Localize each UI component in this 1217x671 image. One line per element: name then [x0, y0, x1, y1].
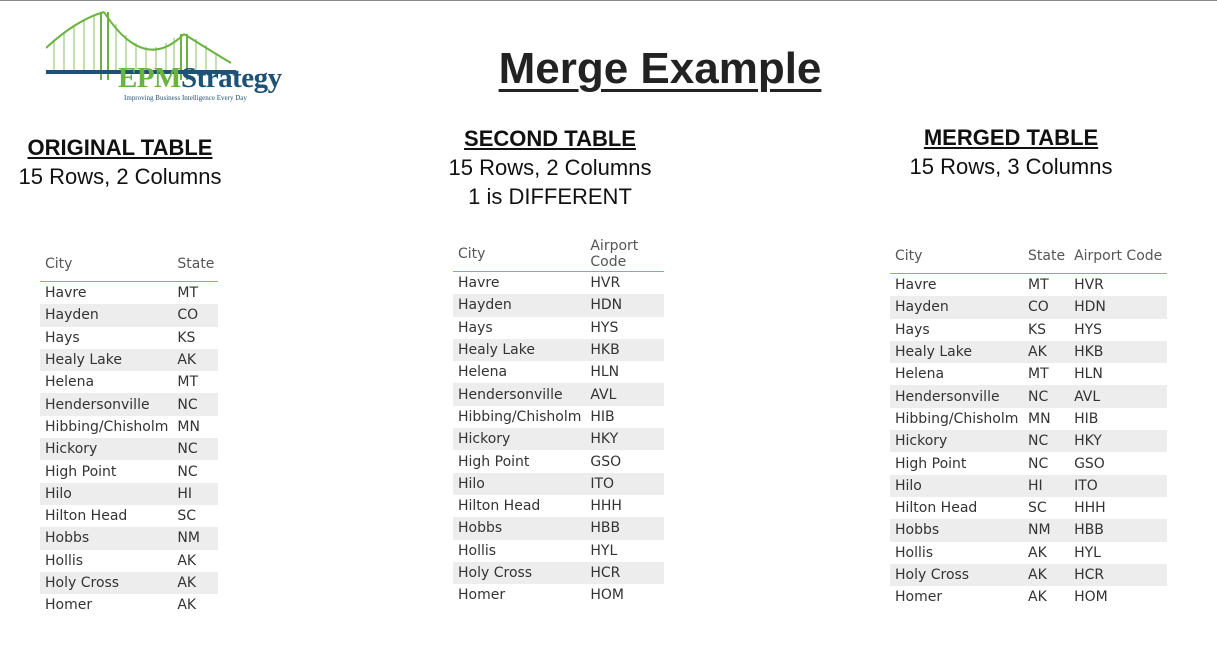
- cell-airport-code: HDN: [585, 294, 664, 316]
- table-row[interactable]: [40, 327, 218, 349]
- cell-airport-code: HHH: [590, 498, 622, 515]
- cell-city: Holy Cross: [890, 564, 1023, 586]
- table-row[interactable]: [453, 383, 664, 405]
- table-row[interactable]: [890, 408, 1167, 430]
- cell-city: Hickory: [40, 438, 172, 460]
- table-row[interactable]: [453, 272, 664, 295]
- cell-airport-code: HVR: [590, 275, 621, 292]
- cell-airport-code: HLN: [1074, 366, 1103, 383]
- table-row[interactable]: [890, 296, 1167, 318]
- logo-tagline: Improving Business Intelligence Every Day: [124, 94, 247, 102]
- cell-state: SC: [1028, 500, 1047, 517]
- cell-city: Hobbs: [40, 527, 172, 549]
- merged-subtitle: 15 Rows, 3 Columns: [909, 154, 1113, 179]
- table-row[interactable]: [40, 349, 218, 371]
- table-row[interactable]: [890, 452, 1167, 474]
- logo-wordmark: EPMStrategy: [118, 62, 282, 94]
- table-row[interactable]: [890, 564, 1167, 586]
- cell-state: NC: [1028, 455, 1049, 472]
- cell-state: AK: [1023, 564, 1069, 586]
- cell-city: Hibbing/Chisholm: [458, 408, 582, 425]
- column-header-city[interactable]: City: [40, 246, 172, 282]
- table-row[interactable]: [453, 294, 664, 316]
- table-row[interactable]: [453, 428, 664, 450]
- table-header-row: [453, 236, 664, 272]
- table-row[interactable]: [453, 584, 664, 606]
- cell-city: Havre: [458, 275, 500, 292]
- table-row[interactable]: [453, 473, 664, 495]
- table-row[interactable]: [453, 361, 664, 383]
- cell-state: NM: [172, 527, 218, 549]
- cell-state: MT: [1028, 277, 1049, 294]
- cell-city: Homer: [45, 597, 93, 614]
- cell-city: Healy Lake: [40, 349, 172, 371]
- cell-city: Hayden: [890, 296, 1023, 318]
- cell-airport-code: HKB: [1069, 341, 1167, 363]
- cell-state: MT: [177, 285, 198, 302]
- cell-city: High Point: [45, 463, 117, 480]
- cell-airport-code: HIB: [590, 408, 615, 425]
- cell-airport-code: GSO: [590, 453, 622, 470]
- cell-city: Hays: [45, 329, 80, 346]
- table-row[interactable]: [40, 550, 218, 572]
- cell-airport-code: ITO: [585, 473, 664, 495]
- table-row[interactable]: [890, 430, 1167, 452]
- column-header-airport-code[interactable]: Airport Code: [1069, 238, 1167, 274]
- column-header-state[interactable]: State: [172, 246, 218, 282]
- cell-city: Hendersonville: [453, 383, 585, 405]
- second-table-heading: [430, 124, 670, 211]
- cell-airport-code: HOM: [1074, 589, 1108, 606]
- cell-city: Hobbs: [453, 517, 585, 539]
- second-subtitle-rows: 15 Rows, 2 Columns: [448, 155, 652, 180]
- cell-airport-code: HYS: [1074, 321, 1103, 338]
- table-row[interactable]: [40, 594, 218, 616]
- cell-airport-code: HLN: [590, 364, 620, 381]
- cell-city: Hollis: [45, 552, 84, 569]
- cell-state: AK: [172, 349, 218, 371]
- table-header-row: [40, 246, 218, 282]
- cell-state: KS: [177, 329, 196, 346]
- cell-airport-code: HHH: [1074, 500, 1106, 517]
- cell-state: MN: [1028, 410, 1051, 427]
- cell-city: Hilo: [40, 483, 172, 505]
- table-row[interactable]: [40, 393, 218, 415]
- table-row[interactable]: [40, 505, 218, 527]
- cell-city: Homer: [458, 587, 506, 604]
- merged-table: [890, 238, 1167, 608]
- cell-airport-code: AVL: [1069, 385, 1167, 407]
- cell-state: HI: [1023, 475, 1069, 497]
- cell-airport-code: HDN: [1069, 296, 1167, 318]
- cell-city: High Point: [895, 455, 967, 472]
- cell-airport-code: HKY: [1069, 430, 1167, 452]
- table-row[interactable]: [40, 483, 218, 505]
- table-row[interactable]: [40, 416, 218, 438]
- cell-airport-code: HBB: [1069, 519, 1167, 541]
- cell-city: Hendersonville: [40, 393, 172, 415]
- table-row[interactable]: [890, 542, 1167, 564]
- cell-state: CO: [172, 304, 218, 326]
- original-table: [40, 246, 218, 616]
- merged-heading-label: MERGED TABLE: [923, 125, 1099, 150]
- table-row[interactable]: [453, 562, 664, 584]
- cell-city: Hilton Head: [895, 500, 978, 517]
- table-row[interactable]: [453, 406, 664, 428]
- cell-city: Hilton Head: [45, 508, 128, 525]
- cell-airport-code: HKY: [585, 428, 664, 450]
- cell-city: Hayden: [40, 304, 172, 326]
- table-row[interactable]: [890, 274, 1167, 297]
- cell-state: MT: [1028, 366, 1049, 383]
- column-header-city[interactable]: City: [453, 236, 585, 272]
- cell-city: Helena: [895, 366, 945, 383]
- table-row[interactable]: [890, 341, 1167, 363]
- cell-city: Hobbs: [890, 519, 1023, 541]
- cell-city: Hollis: [458, 542, 497, 559]
- cell-city: Hickory: [890, 430, 1023, 452]
- table-row[interactable]: [40, 304, 218, 326]
- table-row[interactable]: [40, 282, 218, 305]
- cell-city: Healy Lake: [890, 341, 1023, 363]
- cell-airport-code: HKB: [585, 339, 664, 361]
- cell-state: AK: [1028, 544, 1047, 561]
- cell-state: NC: [177, 463, 198, 480]
- second-subtitle-diff: 1 is DIFFERENT: [468, 184, 632, 209]
- second-heading-label: SECOND TABLE: [464, 126, 636, 151]
- cell-airport-code: HYL: [1074, 544, 1101, 561]
- table-row[interactable]: [453, 339, 664, 361]
- cell-state: AK: [1028, 589, 1047, 606]
- cell-airport-code: ITO: [1069, 475, 1167, 497]
- cell-airport-code: HYL: [590, 542, 618, 559]
- table-row[interactable]: [890, 319, 1167, 341]
- table-row[interactable]: [890, 475, 1167, 497]
- cell-state: NC: [172, 438, 218, 460]
- table-row[interactable]: [40, 527, 218, 549]
- table-row[interactable]: [453, 450, 664, 472]
- cell-state: KS: [1028, 321, 1047, 338]
- cell-airport-code: HBB: [585, 517, 664, 539]
- cell-city: High Point: [458, 453, 530, 470]
- cell-airport-code: AVL: [585, 383, 664, 405]
- table-row[interactable]: [890, 385, 1167, 407]
- cell-state: MN: [177, 418, 200, 435]
- top-border: [0, 0, 1217, 1]
- cell-airport-code: HIB: [1074, 410, 1099, 427]
- cell-state: NM: [1023, 519, 1069, 541]
- cell-city: Hibbing/Chisholm: [895, 410, 1019, 427]
- cell-city: Hendersonville: [890, 385, 1023, 407]
- cell-airport-code: HCR: [1069, 564, 1167, 586]
- table-row[interactable]: [40, 460, 218, 482]
- table-row[interactable]: [453, 517, 664, 539]
- cell-city: Holy Cross: [40, 572, 172, 594]
- table-row[interactable]: [890, 586, 1167, 608]
- table-row[interactable]: [890, 363, 1167, 385]
- cell-city: Hilo: [453, 473, 585, 495]
- original-table-heading: [0, 133, 240, 191]
- original-heading-label: ORIGINAL TABLE: [27, 135, 213, 160]
- cell-airport-code: HCR: [585, 562, 664, 584]
- cell-airport-code: HVR: [1074, 277, 1104, 294]
- cell-city: Hays: [458, 319, 493, 336]
- cell-state: CO: [1023, 296, 1069, 318]
- table-row[interactable]: [890, 519, 1167, 541]
- table-row[interactable]: [40, 438, 218, 460]
- cell-city: Helena: [458, 364, 508, 381]
- cell-city: Hilo: [890, 475, 1023, 497]
- cell-city: Havre: [895, 277, 937, 294]
- original-subtitle: 15 Rows, 2 Columns: [18, 164, 222, 189]
- cell-city: Helena: [45, 374, 95, 391]
- cell-state: NC: [1023, 430, 1069, 452]
- cell-state: SC: [177, 508, 197, 525]
- cell-city: Hays: [895, 321, 930, 338]
- table-row[interactable]: [40, 371, 218, 393]
- column-header-state[interactable]: State: [1023, 238, 1069, 274]
- page-title: Merge Example: [498, 44, 822, 93]
- cell-airport-code: HOM: [590, 587, 624, 604]
- cell-city: Havre: [45, 285, 87, 302]
- cell-city: Hibbing/Chisholm: [45, 418, 169, 435]
- table-row[interactable]: [890, 497, 1167, 519]
- cell-state: AK: [177, 597, 197, 614]
- cell-state: NC: [1023, 385, 1069, 407]
- cell-city: Homer: [895, 589, 943, 606]
- table-row[interactable]: [40, 572, 218, 594]
- cell-city: Hilton Head: [458, 498, 541, 515]
- cell-city: Hickory: [453, 428, 585, 450]
- cell-state: HI: [172, 483, 218, 505]
- cell-city: Hayden: [453, 294, 585, 316]
- column-header-city[interactable]: City: [890, 238, 1023, 274]
- cell-state: AK: [177, 552, 197, 569]
- table-row[interactable]: [453, 495, 664, 517]
- merged-table-heading: [891, 123, 1131, 181]
- table-row[interactable]: [453, 317, 664, 339]
- second-table: [453, 236, 664, 606]
- cell-airport-code: GSO: [1074, 455, 1105, 472]
- table-row[interactable]: [453, 540, 664, 562]
- cell-city: Hollis: [895, 544, 934, 561]
- cell-state: MT: [177, 374, 198, 391]
- cell-city: Holy Cross: [453, 562, 585, 584]
- cell-state: NC: [172, 393, 218, 415]
- table-header-row: [890, 238, 1167, 274]
- cell-state: AK: [172, 572, 218, 594]
- column-header-airport-code[interactable]: Airport Code: [585, 236, 664, 272]
- cell-airport-code: HYS: [590, 319, 619, 336]
- cell-city: Healy Lake: [453, 339, 585, 361]
- cell-state: AK: [1023, 341, 1069, 363]
